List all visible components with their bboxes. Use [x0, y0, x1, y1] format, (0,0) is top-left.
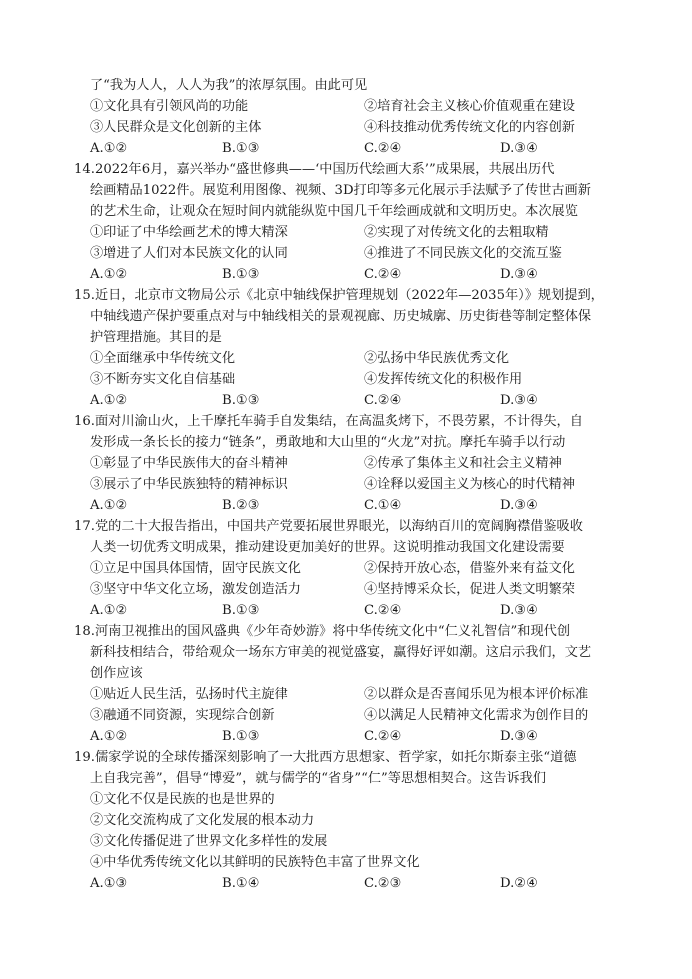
q17-option-4: ④坚持博采众长，促进人类文明繁荣 — [364, 582, 575, 597]
q13-choice-b: B.①③ — [222, 141, 260, 156]
q14-choice-a: A.①② — [90, 267, 128, 282]
q18-option-4: ④以满足人民精神文化需求为创作目的 — [364, 708, 589, 723]
q19-option-4: ④中华优秀传统文化以其鲜明的民族特色丰富了世界文化 — [90, 855, 420, 870]
q17-stem-line-1: 17.党的二十大报告指出，中国共产党要拓展世界眼光，以海纳百川的宽阔胸襟借鉴吸收 — [74, 519, 583, 534]
q13-choice-a: A.①② — [90, 141, 128, 156]
q14-option-4: ④推进了不同民族文化的交流互鉴 — [364, 246, 562, 261]
q16-choice-a: A.①② — [90, 498, 128, 513]
q19-choice-c: C.②③ — [364, 876, 402, 891]
q18-choice-b: B.①③ — [222, 729, 260, 744]
q19-option-2: ②文化交流构成了文化发展的根本动力 — [90, 813, 315, 828]
q16-choice-b: B.②③ — [222, 498, 260, 513]
q16-option-4: ④诠释以爱国主义为核心的时代精神 — [364, 477, 575, 492]
q17-choice-a: A.①② — [90, 603, 128, 618]
q15-choice-a: A.①② — [90, 393, 128, 408]
q13-option-1: ①文化具有引领风尚的功能 — [90, 99, 249, 114]
q13-choice-d: D.③④ — [500, 141, 538, 156]
q16-option-2: ②传承了集体主义和社会主义精神 — [364, 456, 562, 471]
q17-option-3: ③坚守中华文化立场，激发创造活力 — [90, 582, 301, 597]
q14-stem-line-2: 绘画精品1022件。展览利用图像、视频、3D打印等多元化展示手法赋予了传世古画新 — [90, 183, 591, 198]
q17-choice-d: D.③④ — [500, 603, 538, 618]
q19-choice-b: B.①④ — [222, 876, 260, 891]
q17-choice-b: B.①③ — [222, 603, 260, 618]
q19-option-1: ①文化不仅是民族的也是世界的 — [90, 792, 275, 807]
q19-stem-line-1: 19.儒家学说的全球传播深刻影响了一大批西方思想家、哲学家，如托尔斯泰主张“道德 — [74, 750, 577, 765]
q19-choice-a: A.①③ — [90, 876, 128, 891]
q15-option-1: ①全面继承中华传统文化 — [90, 351, 236, 366]
q15-option-4: ④发挥传统文化的积极作用 — [364, 372, 523, 387]
q14-option-2: ②实现了对传统文化的去粗取精 — [364, 225, 549, 240]
q14-stem-line-1: 14.2022年6月，嘉兴举办“盛世修典——‘中国历代绘画大系’”成果展，共展出历代 — [74, 162, 555, 177]
q19-stem-line-2: 上自我完善”，倡导“博爱”，就与儒学的“省身”“仁”等思想相契合。这告诉我们 — [90, 771, 547, 786]
q13-stem-tail: 了“我为人人，人人为我”的浓厚氛围。由此可见 — [90, 78, 368, 93]
q18-option-1: ①贴近人民生活，弘扬时代主旋律 — [90, 687, 288, 702]
q15-choice-b: B.①③ — [222, 393, 260, 408]
q18-option-3: ③融通不同资源，实现综合创新 — [90, 708, 275, 723]
q16-option-1: ①彰显了中华民族伟大的奋斗精神 — [90, 456, 288, 471]
q14-choice-b: B.①③ — [222, 267, 260, 282]
q14-choice-c: C.②④ — [364, 267, 402, 282]
q19-choice-d: D.②④ — [500, 876, 538, 891]
q16-choice-c: C.①④ — [364, 498, 402, 513]
q14-choice-d: D.③④ — [500, 267, 538, 282]
q16-stem-line-2: 发形成一条长长的接力“链条”，勇敢地和大山里的“火龙”对抗。摩托车骑手以行动 — [90, 435, 566, 450]
q18-stem-line-2: 新科技相结合，带给观众一场东方审美的视觉盛宴，赢得好评如潮。这启示我们，文艺 — [90, 645, 592, 660]
q17-option-1: ①立足中国具体国情，固守民族文化 — [90, 561, 301, 576]
q19-option-3: ③文化传播促进了世界文化多样性的发展 — [90, 834, 328, 849]
q18-choice-d: D.③④ — [500, 729, 538, 744]
q18-stem-line-1: 18.河南卫视推出的国风盛典《少年奇妙游》将中华传统文化中“仁义礼智信”和现代创 — [74, 624, 571, 639]
q18-choice-a: A.①② — [90, 729, 128, 744]
q13-option-4: ④科技推动优秀传统文化的内容创新 — [364, 120, 575, 135]
q16-choice-d: D.③④ — [500, 498, 538, 513]
q15-choice-c: C.②④ — [364, 393, 402, 408]
q17-choice-c: C.②④ — [364, 603, 402, 618]
q16-stem-line-1: 16.面对川渝山火，上千摩托车骑手自发集结，在高温炙烤下，不畏劳累，不计得失，自 — [74, 414, 583, 429]
q15-choice-d: D.③④ — [500, 393, 538, 408]
q15-option-2: ②弘扬中华民族优秀文化 — [364, 351, 510, 366]
q18-option-2: ②以群众是否喜闻乐见为根本评价标准 — [364, 687, 589, 702]
q15-option-3: ③不断夯实文化自信基础 — [90, 372, 236, 387]
q15-stem-line-1: 15.近日，北京市文物局公示《北京中轴线保护管理规划（2022年—2035年）》规划提到， — [74, 288, 604, 303]
q15-stem-line-3: 护管理措施。其目的是 — [90, 330, 222, 345]
q17-stem-line-2: 人类一切优秀文明成果，推动建设更加美好的世界。这说明推动我国文化建设需要 — [90, 540, 565, 555]
q18-stem-line-3: 创作应该 — [90, 666, 143, 681]
q13-option-3: ③人民群众是文化创新的主体 — [90, 120, 262, 135]
q18-choice-c: C.②④ — [364, 729, 402, 744]
q14-option-3: ③增进了人们对本民族文化的认同 — [90, 246, 288, 261]
q16-option-3: ③展示了中华民族独特的精神标识 — [90, 477, 288, 492]
q14-option-1: ①印证了中华绘画艺术的博大精深 — [90, 225, 288, 240]
q17-option-2: ②保持开放心态，借鉴外来有益文化 — [364, 561, 575, 576]
q13-option-2: ②培育社会主义核心价值观重在建设 — [364, 99, 575, 114]
q13-choice-c: C.②④ — [364, 141, 402, 156]
q14-stem-line-3: 的艺术生命，让观众在短时间内就能纵览中国几千年绘画成就和文明历史。本次展览 — [90, 204, 578, 219]
q15-stem-line-2: 中轴线遗产保护要重点对与中轴线相关的景观视廊、历史城廓、历史街巷等制定整体保 — [90, 309, 592, 324]
